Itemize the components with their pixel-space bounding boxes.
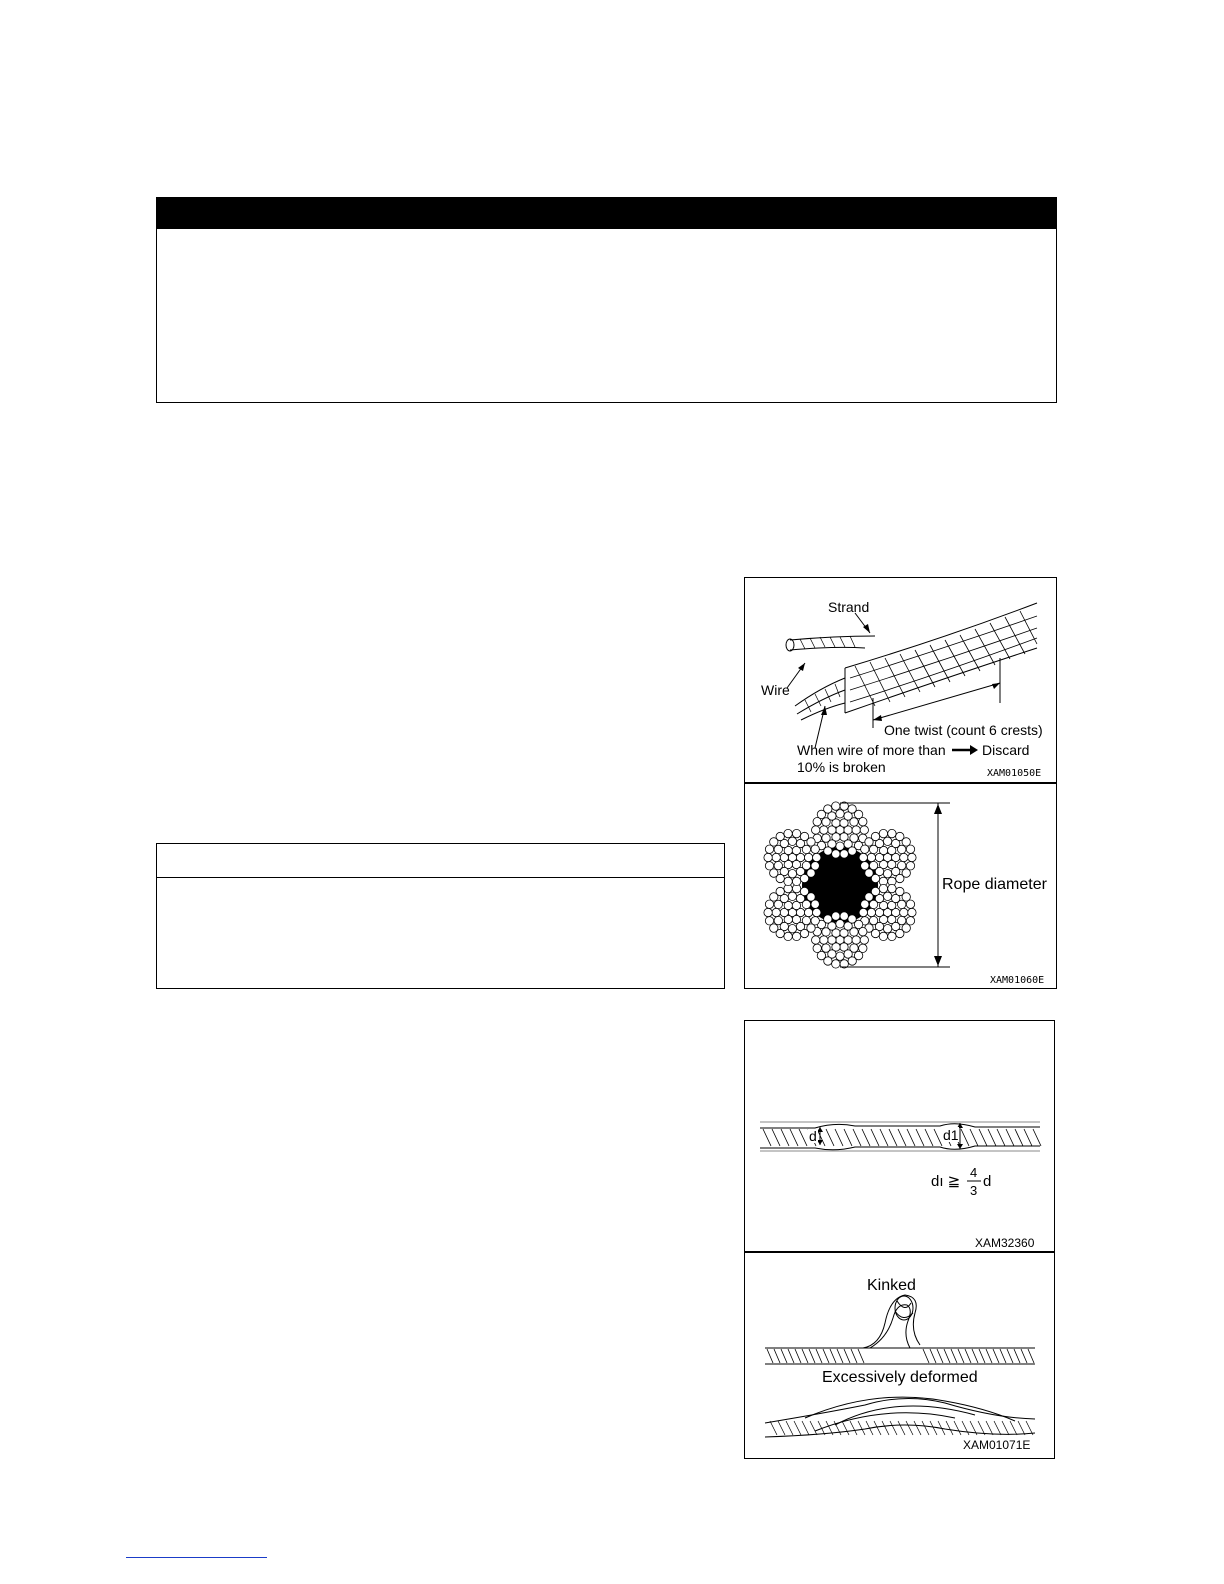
figure-rope-diameter: [744, 783, 1057, 989]
note-box: [156, 843, 725, 989]
broken-label-line2: 10% is broken: [797, 759, 886, 775]
figure-code: XAM01050E: [987, 768, 1042, 779]
warning-header-bar: [157, 198, 1056, 229]
rope-diameter-label: Rope diameter: [942, 876, 1047, 893]
kinked-label: Kinked: [867, 1277, 916, 1294]
wire-label: Wire: [761, 682, 790, 698]
figure-code: XAM01060E: [990, 975, 1045, 986]
d-label: d: [809, 1128, 817, 1144]
formula-rhs: d: [983, 1173, 992, 1190]
note-header-bar: [157, 844, 724, 878]
figure-kinked-rope: [744, 1252, 1055, 1459]
broken-label-line1: When wire of more than: [797, 742, 946, 758]
twist-label: One twist (count 6 crests): [884, 722, 1043, 738]
footer-link-underline: [126, 1557, 267, 1558]
figure-code: XAM32360: [975, 1236, 1035, 1250]
formula-numerator: 4: [970, 1165, 978, 1180]
figure-rope-deformation: [744, 1020, 1055, 1252]
strand-label: Strand: [828, 599, 870, 615]
figure-code: XAM01071E: [963, 1438, 1031, 1452]
d1-label: d1: [943, 1127, 959, 1143]
warning-box: [156, 197, 1057, 403]
rope-cross-section-diagram: [764, 802, 916, 968]
formula-lhs: dı ≧: [931, 1173, 961, 1190]
figure-wire-rope: [744, 577, 1057, 783]
discard-label: Discard: [982, 742, 1030, 758]
excessively-deformed-label: Excessively deformed: [822, 1369, 978, 1386]
formula-denominator: 3: [970, 1183, 978, 1198]
